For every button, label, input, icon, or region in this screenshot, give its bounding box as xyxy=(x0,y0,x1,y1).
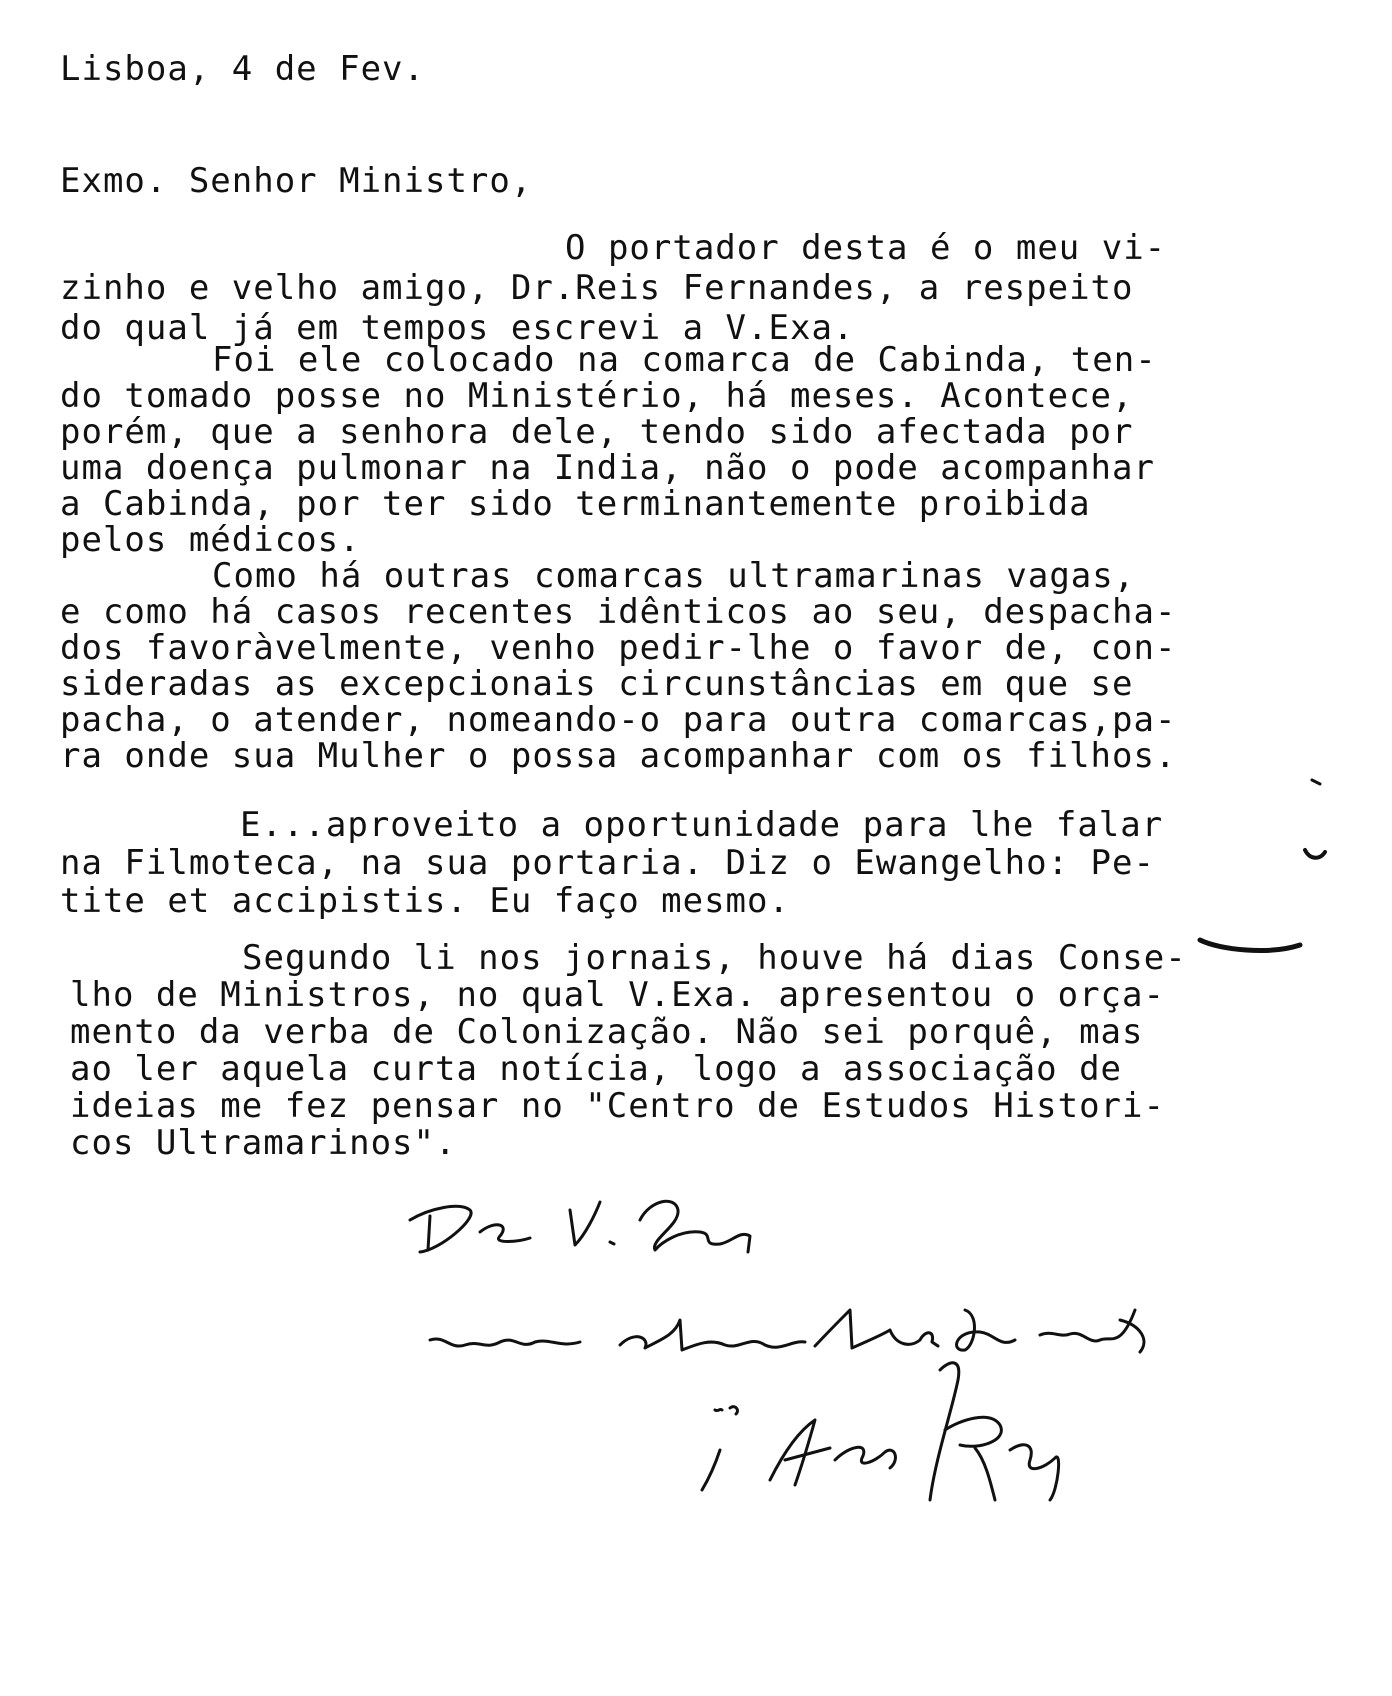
paragraph-line: do qual já em tempos escrevi a V.Exa. xyxy=(60,308,855,348)
paragraph-line: E...aproveito a oportunidade para lhe falar xyxy=(240,805,1164,845)
paragraph-line: e como há casos recentes idênticos ao seu, despacha- xyxy=(60,592,1177,632)
paragraph-line: Foi ele colocado na comarca de Cabinda, ten- xyxy=(212,340,1157,380)
paragraph-line: do tomado posse no Ministério, há meses. Acontece, xyxy=(60,376,1134,416)
paragraph-5 xyxy=(70,940,1187,1162)
paragraph-line: ao ler aquela curta notícia, logo a associação de xyxy=(70,1049,1123,1089)
paragraph-line: ideias me fez pensar no "Centro de Estudos Histori- xyxy=(70,1086,1165,1126)
paragraph-line: porém, que a senhora dele, tendo sido afectada por xyxy=(60,412,1134,452)
dateline: Lisboa, 4 de Fev. xyxy=(60,49,425,89)
paragraph-line: a Cabinda, por ter sido terminantemente proibida xyxy=(60,484,1091,524)
paragraph-line: pelos médicos. xyxy=(60,520,361,560)
paragraph-line: Como há outras comarcas ultramarinas vagas, xyxy=(212,556,1136,596)
paragraph-line: zinho e velho amigo, Dr.Reis Fernandes, a respeito xyxy=(60,268,1134,308)
handwritten-closing-line1 xyxy=(400,1180,780,1270)
paragraph-1 xyxy=(60,228,1166,348)
paragraph-4 xyxy=(60,806,1163,920)
paragraph-line: pacha, o atender, nomeando-o para outra comarcas,pa- xyxy=(60,700,1177,740)
paragraph-2 xyxy=(60,342,1157,558)
salutation: Exmo. Senhor Ministro, xyxy=(60,161,533,201)
paragraph-line: Segundo li nos jornais, houve há dias Conse- xyxy=(242,938,1187,978)
paragraph-line: O portador desta é o meu vi- xyxy=(565,228,1167,268)
paragraph-line: cos Ultramarinos". xyxy=(70,1123,457,1163)
paragraph-line: mento da verba de Colonização. Não sei porquê, mas xyxy=(70,1012,1144,1052)
signature xyxy=(690,1350,1090,1510)
paragraph-line: uma doença pulmonar na India, não o pode acompanhar xyxy=(60,448,1155,488)
paragraph-line: dos favoràvelmente, venho pedir-lhe o favor de, con- xyxy=(60,628,1177,668)
paragraph-line: na Filmoteca, na sua portaria. Diz o Ewangelho: Pe- xyxy=(60,843,1155,883)
paragraph-line: sideradas as excepcionais circunstâncias em que se xyxy=(60,664,1134,704)
paragraph-3 xyxy=(60,558,1176,774)
paragraph-line: tite et accipistis. Eu faço mesmo. xyxy=(60,881,790,921)
paragraph-line: ra onde sua Mulher o possa acompanhar com os filhos. xyxy=(60,736,1177,776)
paragraph-line: lho de Ministros, no qual V.Exa. apresentou o orça- xyxy=(70,975,1165,1015)
